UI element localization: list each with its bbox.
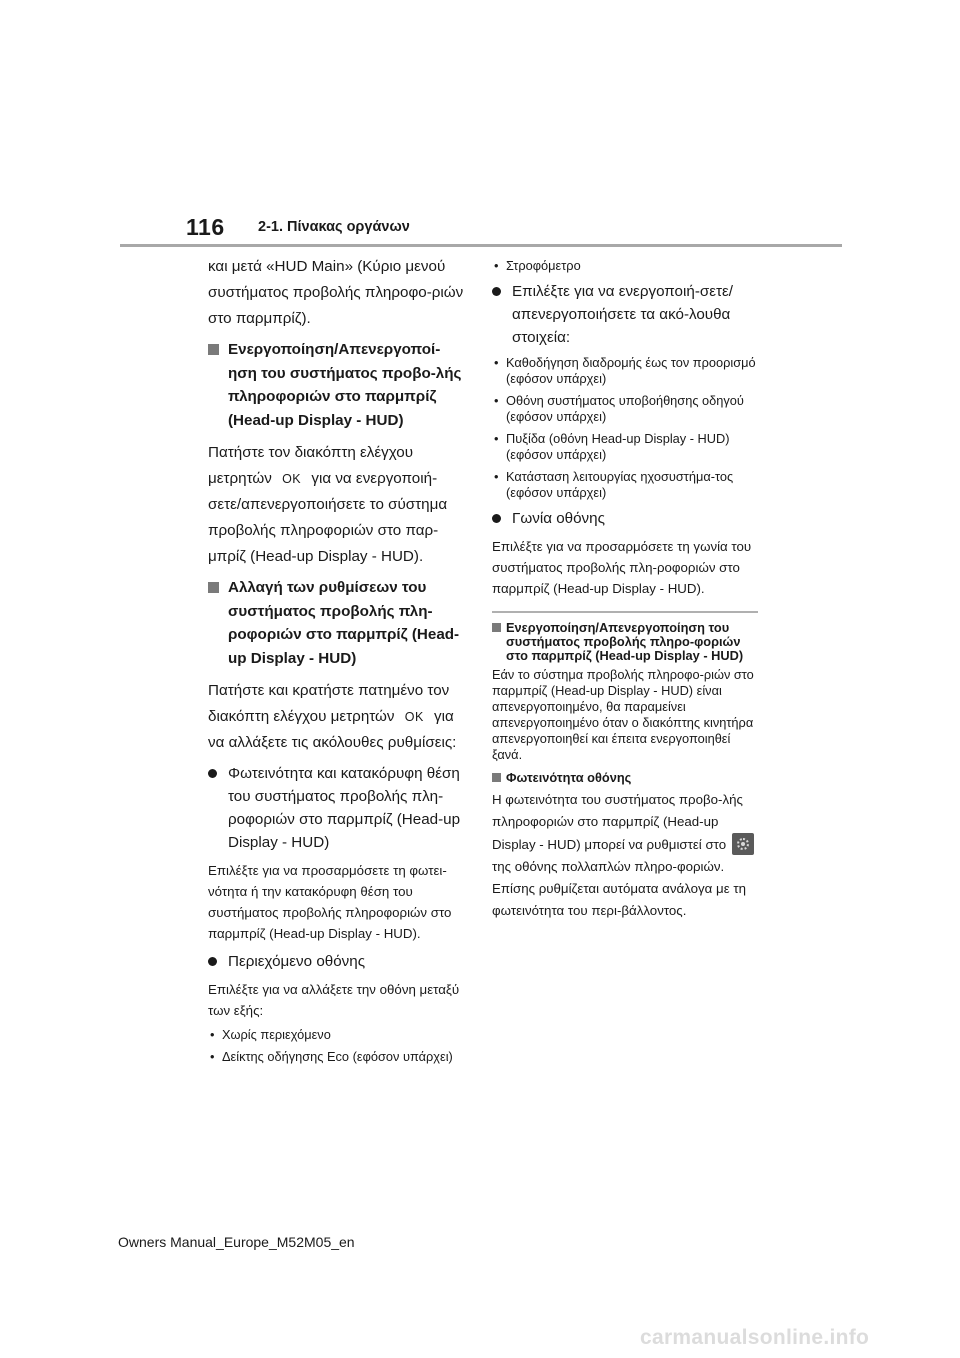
bullet-mark: • — [494, 431, 499, 446]
item-toggle-elements — [492, 280, 760, 349]
text-after-ok: για να ενεργοποιή-σετε/απενεργοποιήσετε το σύστημα προβολής πληροφοριών στο παρ-μπρίζ (Head-up Display - HUD). — [208, 470, 448, 565]
list-item-text: Δείκτης οδήγησης Eco (εφόσον υπάρχει) — [222, 1049, 453, 1064]
list-item-text: Πυξίδα (οθόνη Head-up Display - HUD) (εφόσον υπάρχει) — [506, 431, 730, 462]
footer-text: Owners Manual_Europe_M52M05_en — [118, 1234, 355, 1250]
note-text — [492, 789, 760, 922]
round-bullet-icon — [492, 514, 501, 523]
bullet-mark: • — [494, 355, 499, 370]
bullet-mark: • — [494, 258, 499, 273]
round-bullet-icon — [492, 287, 501, 296]
header-rule — [120, 244, 842, 247]
text-before-ok: Πατήστε τον διακόπτη ελέγχου μετρητών — [208, 444, 414, 487]
list-item — [492, 431, 760, 463]
list-item — [208, 1027, 466, 1043]
bullet-mark: • — [494, 469, 499, 484]
note-heading-hud-toggle — [492, 621, 760, 663]
text-before-ok: Πατήστε και κρατήστε πατημένο τον διακόπτη ελέγχου μετρητών — [208, 682, 450, 725]
round-bullet-icon — [208, 769, 217, 778]
bullet-mark: • — [210, 1049, 215, 1064]
page-number: 116 — [186, 214, 225, 240]
square-bullet-icon — [492, 623, 501, 632]
heading-text: Ενεργοποίηση/Απενεργοποί-ηση του συστήματος προβο-λής πληροφοριών στο παρμπρίζ (Head-up Display - HUD) — [228, 341, 462, 429]
ok-button-symbol: OK — [282, 472, 302, 486]
bullet-mark: • — [494, 393, 499, 408]
item-brightness-position — [208, 762, 466, 854]
list-item-text: Καθοδήγηση διαδρομής έως τον προορισμό (εφόσον υπάρχει) — [506, 355, 756, 386]
text-after-ok: για να αλλάξετε τις ακόλουθες ρυθμίσεις: — [208, 708, 457, 751]
heading-text: Αλλαγή των ρυθμίσεων του συστήματος προβολής πλη-ροφοριών στο παρμπρίζ (Head-up Display - HUD) — [228, 579, 460, 667]
square-bullet-icon — [208, 344, 219, 355]
item-title: Επιλέξτε για να ενεργοποιή-σετε/απενεργοποιήσετε τα ακό-λουθα στοιχεία: — [512, 283, 734, 346]
watermark: carmanualsonline.info — [640, 1326, 870, 1349]
round-bullet-icon — [208, 957, 217, 966]
ok-button-symbol: OK — [404, 710, 424, 724]
list-item — [492, 355, 760, 387]
text-after-icon: της οθόνης πολλαπλών πληρο-φοριών. Επίσης ρυθμίζεται αυτόματα ανάλογα με τη φωτεινότητα του περι-βάλλοντος. — [492, 859, 746, 918]
note-divider — [492, 611, 758, 613]
hud-settings-text — [208, 678, 466, 756]
heading-text: Φωτεινότητα οθόνης — [506, 770, 632, 785]
list-item — [492, 258, 760, 274]
intro-text: και μετά «HUD Main» (Κύριο μενού συστήματος προβολής πληροφο-ριών στο παρμπρίζ). — [208, 258, 464, 327]
right-column — [492, 254, 760, 928]
bullet-mark: • — [210, 1027, 215, 1042]
item-display-angle — [492, 507, 760, 530]
item-description: Επιλέξτε για να προσαρμόσετε τη φωτει-νότητα ή την κατακόρυφη θέση του συστήματος προβολής πληροφοριών στο παρμπρίζ (Head-up Display - HUD). — [208, 863, 452, 941]
list-item-text: Οθόνη συστήματος υποβοήθησης οδηγού (εφόσον υπάρχει) — [506, 393, 744, 424]
list-item — [208, 1049, 466, 1065]
left-column — [208, 254, 466, 1071]
list-item-text: Στροφόμετρο — [506, 258, 581, 273]
heading-text: Ενεργοποίηση/Απενεργοποίηση του συστήματος προβολής πληρο-φοριών στο παρμπρίζ (Head-up Display - HUD) — [506, 620, 744, 663]
list-item-text: Κατάσταση λειτουργίας ηχοσυστήμα-τος (εφόσον υπάρχει) — [506, 469, 734, 500]
item-description: Επιλέξτε για να προσαρμόσετε τη γωνία του συστήματος προβολής πλη-ροφοριών στο παρμπρίζ (Head-up Display - HUD). — [492, 539, 752, 596]
hud-toggle-text — [208, 440, 466, 570]
gear-icon — [732, 833, 754, 855]
note-heading-brightness — [492, 771, 760, 785]
note-text: Εάν το σύστημα προβολής πληροφο-ριών στο παρμπρίζ (Head-up Display - HUD) είναι απενεργοποιημένο, θα παραμείνει απενεργοποιημένο όταν ο διακόπτης κινητήρα απενεργοποιηθεί και έπειτα ενεργοποιηθεί ξανά. — [492, 667, 754, 762]
item-title: Γωνία οθόνης — [512, 510, 605, 527]
list-item — [492, 393, 760, 425]
section-heading-hud-settings — [208, 576, 466, 670]
item-title: Περιεχόμενο οθόνης — [228, 953, 366, 970]
square-bullet-icon — [492, 773, 501, 782]
section-heading-hud-toggle — [208, 338, 466, 432]
item-title: Φωτεινότητα και κατακόρυφη θέση του συστήματος προβολής πλη-ροφοριών στο παρμπρίζ (Head-up Display - HUD) — [228, 765, 461, 851]
item-display-content — [208, 950, 466, 973]
list-item — [492, 469, 760, 501]
list-item-text: Χωρίς περιεχόμενο — [222, 1027, 331, 1042]
text-before-icon: Η φωτεινότητα του συστήματος προβο-λής πληροφοριών στο παρμπρίζ (Head-up Display - HUD) μπορεί να ρυθμιστεί στο — [492, 792, 743, 852]
square-bullet-icon — [208, 582, 219, 593]
item-description: Επιλέξτε για να αλλάξετε την οθόνη μεταξύ των εξής: — [208, 982, 460, 1018]
section-title: 2-1. Πίνακας οργάνων — [258, 219, 410, 235]
